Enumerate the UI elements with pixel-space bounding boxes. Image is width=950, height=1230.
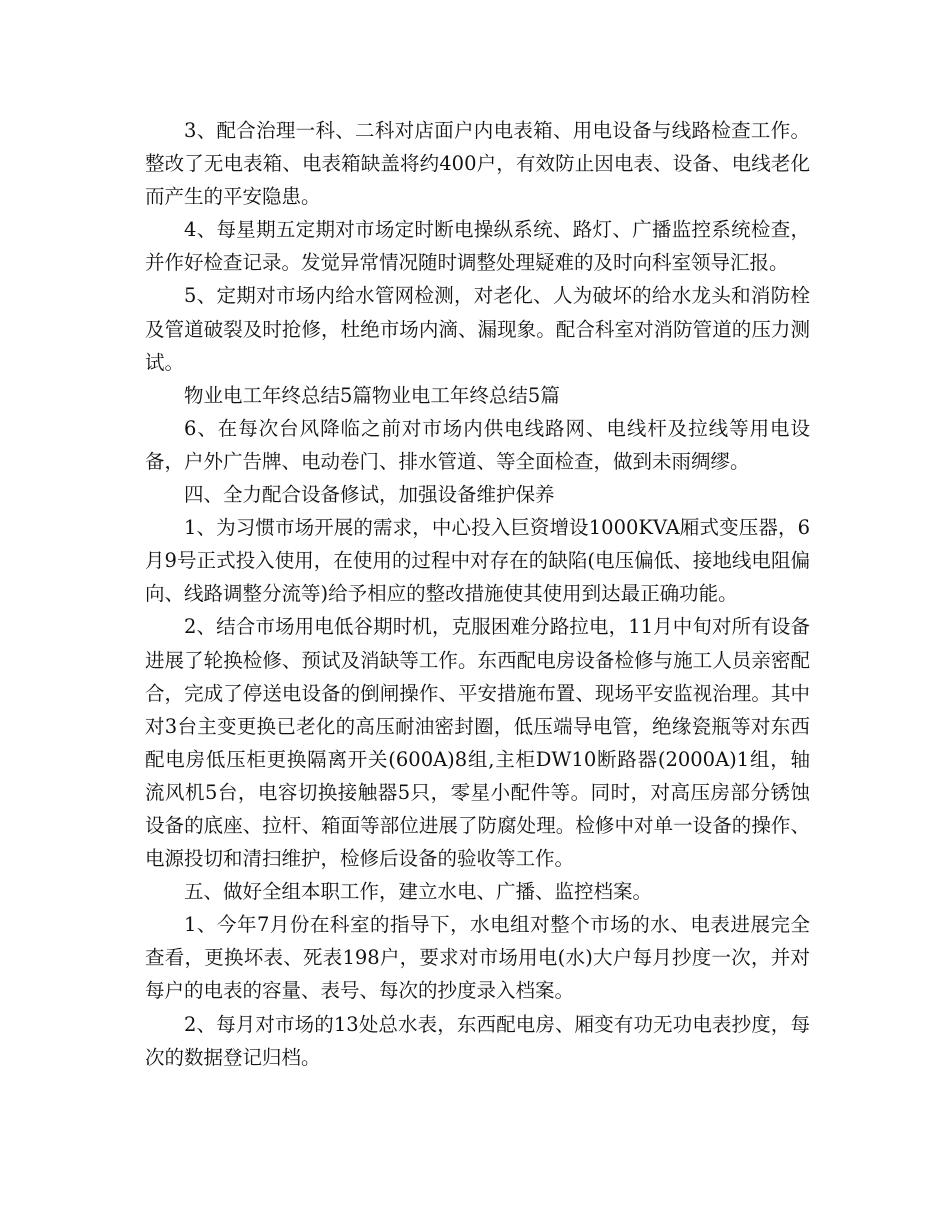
section-heading-five: 五、做好全组本职工作，建立水电、广播、监控档案。 — [184, 880, 653, 904]
repeated-title-line: 物业电工年终总结5篇物业电工年终总结5篇 — [184, 383, 560, 407]
paragraph-maintenance: 2、结合市场用电低谷期时机，克服困难分路拉电，11月中旬对所有设备进展了轮换检修、预试及消缺等工作。东西配电房设备检修与施工人员亲密配合，完成了停送电设备的倒闸操作、平安措施布置、现场平安监视治理。其中对3台主变更换已老化的高压耐油密封圈，低压端导电管，绝缘瓷瓶等对东西配电房低压柜更换隔离开关(600A)8组,主柜DW10断路器(2000A)1组，轴流风机5台，电容切换接触器5只，零星小配件等。同时，对高压房部分锈蚀设备的底座、拉杆、箱面等部位进展了防腐处理。检修中对单一设备的操作、电源投切和清扫维护，检修后设备的验收等工作。 — [145, 615, 810, 871]
paragraph-item-5: 5、定期对市场内给水管网检测，对老化、人为破坏的给水龙头和消防栓及管道破裂及时抢修，杜绝市场内滴、漏现象。配合科室对消防管道的压力测试。 — [145, 284, 810, 374]
document-body — [145, 114, 810, 1074]
paragraph-item-3: 3、配合治理一科、二科对店面户内电表箱、用电设备与线路检查工作。整改了无电表箱、电表箱缺盖将约400户，有效防止因电表、设备、电线老化而产生的平安隐患。 — [145, 119, 810, 209]
section-heading-four: 四、全力配合设备修试，加强设备维护保养 — [184, 483, 555, 507]
paragraph-item-4: 4、每星期五定期对市场定时断电操纵系统、路灯、广播监控系统检查，并作好检查记录。发觉异常情况随时调整处理疑难的及时向科室领导汇报。 — [145, 218, 810, 275]
paragraph-transformer: 1、为习惯市场开展的需求，中心投入巨资增设1000KVA厢式变压器，6月9号正式投入使用，在使用的过程中对存在的缺陷(电压偏低、接地线电阻偏向、线路调整分流等)给予相应的整改措施使其使用到达最正确功能。 — [145, 516, 810, 606]
paragraph-meter-check: 1、今年7月份在科室的指导下，水电组对整个市场的水、电表进展完全查看，更换坏表、死表198户，要求对市场用电(水)大户每月抄度一次，并对每户的电表的容量、表号、每次的抄度录入档案。 — [145, 913, 810, 1003]
paragraph-item-6: 6、在每次台风降临之前对市场内供电线路网、电线杆及拉线等用电设备，户外广告牌、电动卷门、排水管道、等全面检查，做到未雨绸缪。 — [145, 416, 810, 473]
paragraph-monthly-reading: 2、每月对市场的13处总水表，东西配电房、厢变有功无功电表抄度，每次的数据登记归档。 — [145, 1012, 810, 1069]
